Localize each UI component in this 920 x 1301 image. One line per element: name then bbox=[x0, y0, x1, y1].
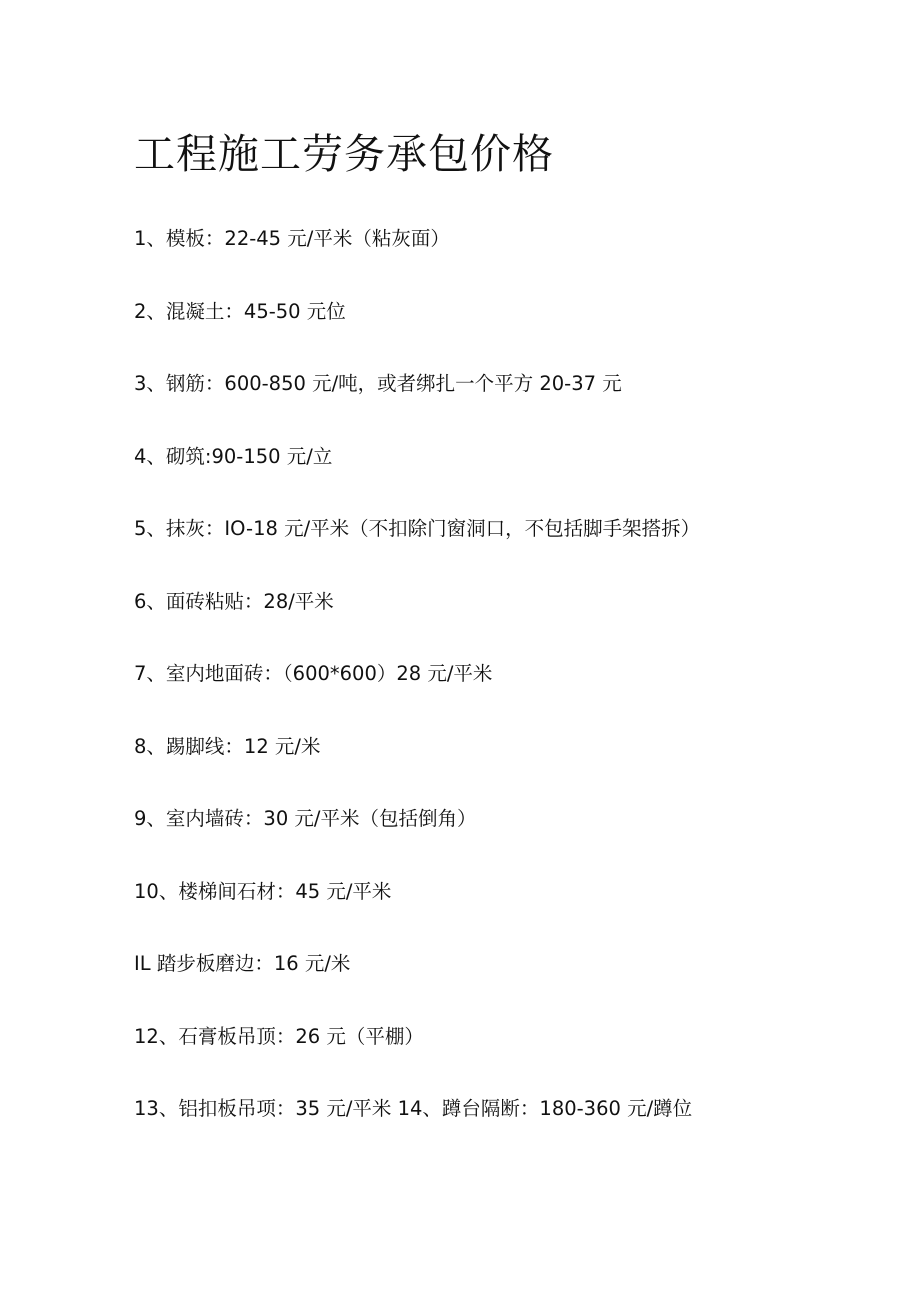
price-item-8: 8、踢脚线：12 元/米 bbox=[134, 734, 321, 758]
document-title: 工程施工劳务承包价格 bbox=[134, 130, 554, 178]
price-item-6: 6、面砖粘贴：28/平米 bbox=[134, 589, 334, 613]
price-item-12: 12、石膏板吊顶：26 元（平棚） bbox=[134, 1024, 424, 1048]
price-item-5: 5、抹灰：IO-18 元/平米（不扣除门窗洞口，不包括脚手架搭拆） bbox=[134, 517, 701, 540]
price-item-13: 13、铝扣板吊项：35 元/平米 14、蹲台隔断：180-360 元/蹲位 bbox=[134, 1097, 693, 1120]
price-item-9: 9、室内墙砖：30 元/平米（包括倒角） bbox=[134, 807, 477, 830]
price-item-4: 4、砌筑:90-150 元/立 bbox=[134, 444, 333, 468]
price-item-3: 3、钢筋：600-850 元/吨，或者绑扎一个平方 20-37 元 bbox=[134, 372, 622, 395]
price-item-2: 2、混凝土：45-50 元位 bbox=[134, 299, 346, 323]
price-item-10: 10、楼梯间石材：45 元/平米 bbox=[134, 879, 392, 903]
price-item-7: 7、室内地面砖：（600*600）28 元/平米 bbox=[134, 662, 493, 685]
price-list bbox=[134, 224, 700, 1167]
price-item-1: 1、模板：22-45 元/平米（粘灰面） bbox=[134, 227, 450, 250]
price-item-11: IL 踏步板磨边：16 元/米 bbox=[134, 952, 351, 975]
